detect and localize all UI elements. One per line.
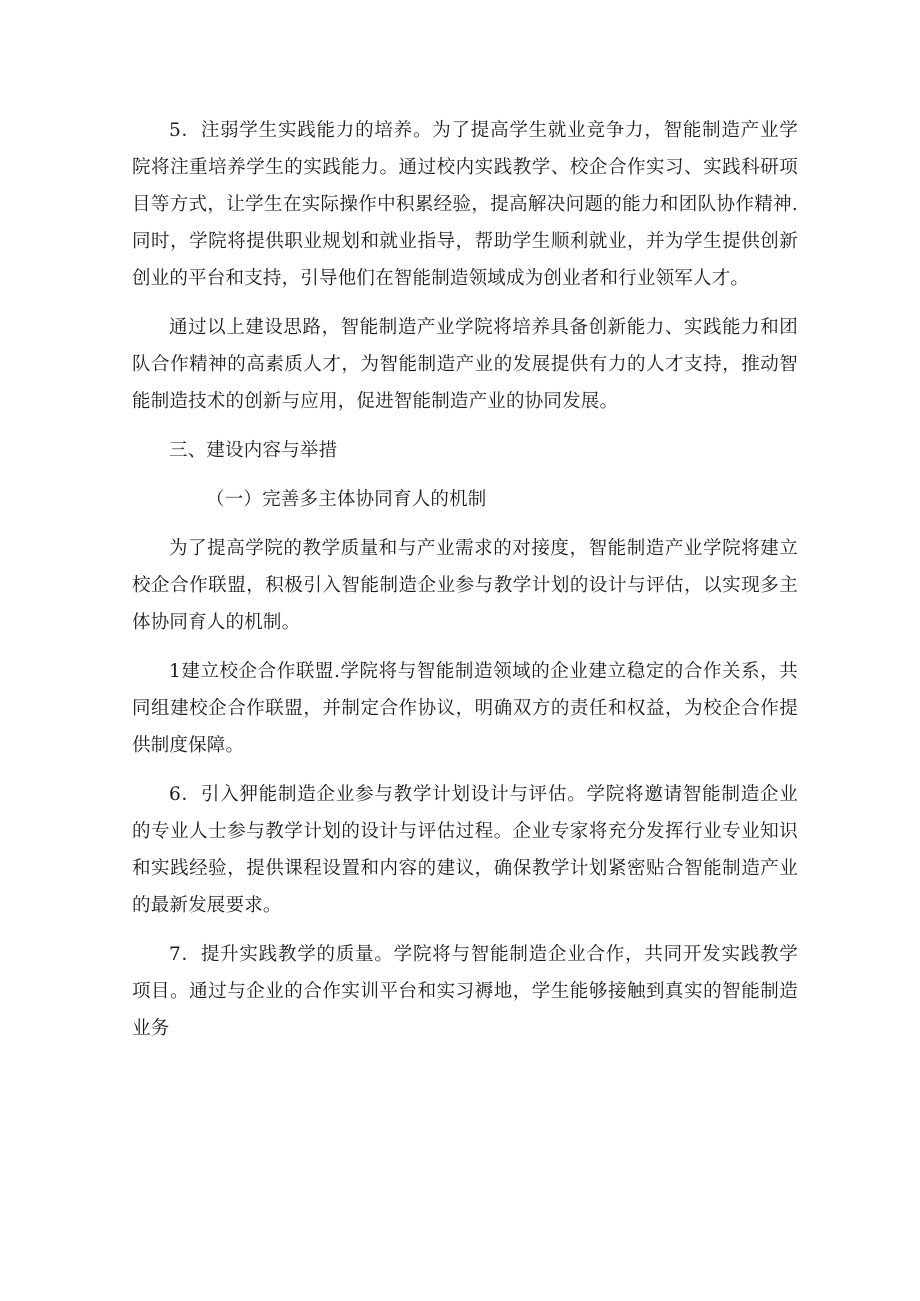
section-heading: 三、建设内容与举措 [169,440,338,461]
paragraph-practice-ability: 5．注弱学生实践能力的培养。为了提高学生就业竞争力，智能制造产业学院将注重培养学生的实践能力。通过校内实践教学、校企合作实习、实践科研项目等方式，让学生在实际操作中积累经验，提高解决问题的能力和团队协作精神.同时，学院将提供职业规划和就业指导，帮助学生顺利就业，并为学生提供创新创业的平台和支持，引导他们在智能制造领域成为创业者和行业领军人才。 [132,120,798,289]
paragraph-enterprise-participation: 6．引入狎能制造企业参与教学计划设计与评估。学院将邀请智能制造企业的专业人士参与教学计划的设计与评估过程。企业专家将充分发挥行业专业知识和实践经验，提供课程设置和内容的建议，确保教学计划紧密贴合智能制造产业的最新发展要求。 [132,784,798,916]
paragraph-alliance: 1建立校企合作联盟.学院将与智能制造领域的企业建立稳定的合作关系，共同组建校企合作联盟，并制定合作协议，明确双方的责任和权益，为校企合作提供制度保障。 [132,661,798,756]
document-body [132,112,798,1047]
subsection-heading: （一）完善多主体协同育人的机制 [206,489,487,510]
paragraph-practice-quality: 7．提升实践教学的质量。学院将与智能制造企业合作，共同开发实践教学项目。通过与企业的合作实训平台和实习褥地，学生能够接触到真实的智能制造业务 [132,944,798,1039]
paragraph-intro: 为了提高学院的教学质量和与产业需求的对接度，智能制造产业学院将建立校企合作联盟，积极引入智能制造企业参与教学计划的设计与评估，以实现多主体协同育人的机制。 [132,538,798,633]
paragraph-summary: 通过以上建设思路，智能制造产业学院将培养具备创新能力、实践能力和团队合作精神的高素质人才，为智能制造产业的发展提供有力的人才支持，推动智能制造技术的创新与应用，促进智能制造产业的协同发展。 [132,317,798,412]
